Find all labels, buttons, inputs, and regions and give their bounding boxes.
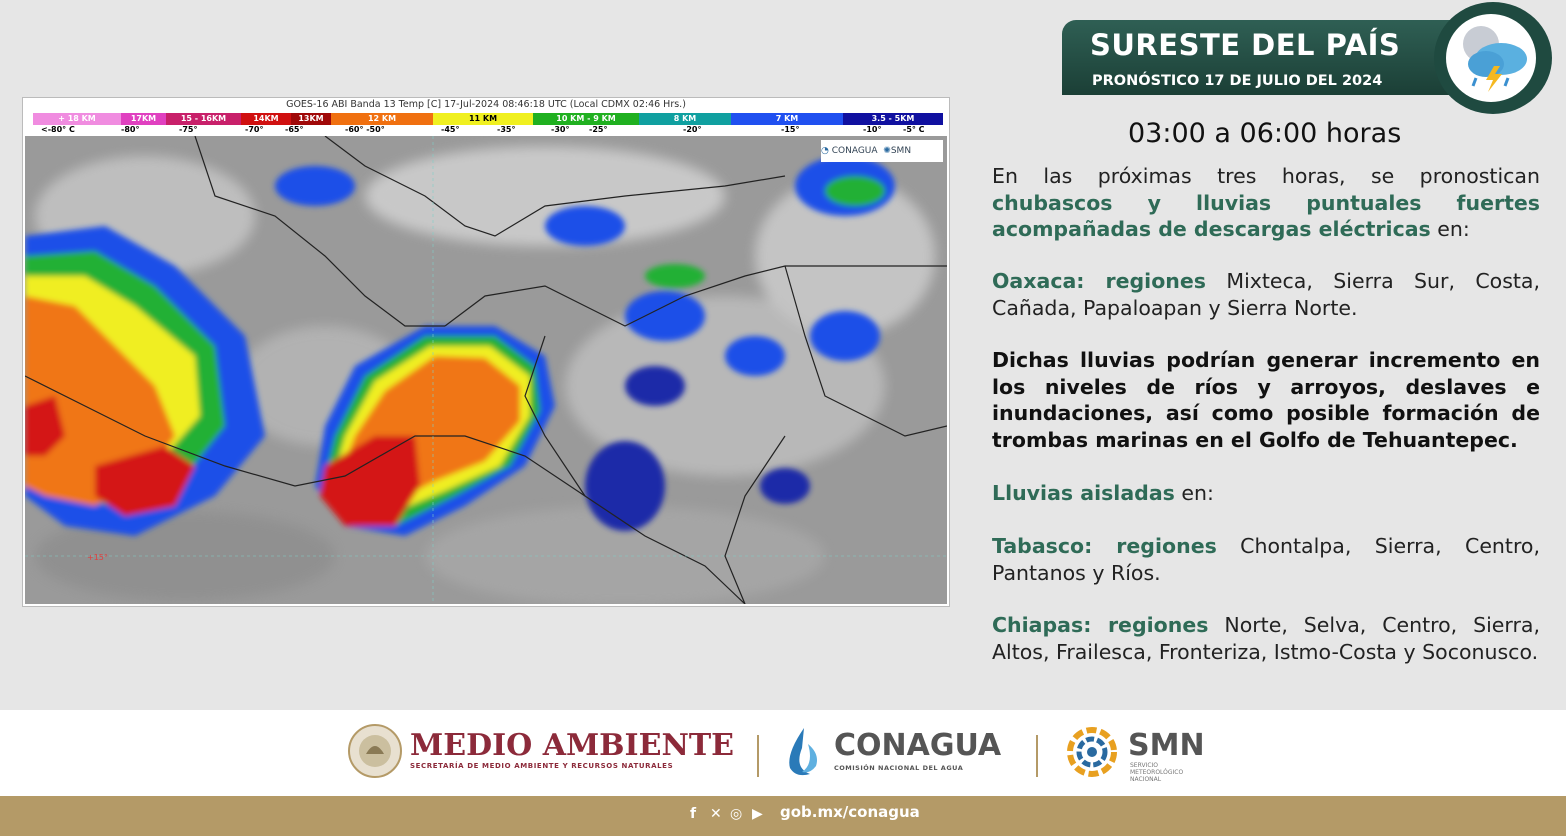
temperature-label: -65° [285,125,304,134]
map-logo-conagua: CONAGUA [831,146,878,156]
smn-spiral-icon [1060,724,1124,780]
scale-band: 3.5 - 5KM [843,113,943,125]
youtube-icon[interactable]: ▶ [752,806,763,822]
region-tabasco [992,533,1540,586]
scale-band: 14KM [241,113,291,125]
intro-lead: En las próximas tres horas, se pronostican [992,164,1540,188]
temperature-label: -60° -50° [345,125,385,134]
page-title: SURESTE DEL PAÍS [1090,28,1401,62]
logo-medio-ambiente: MEDIO AMBIENTE [410,728,735,763]
region-state: Chiapas: regiones [992,613,1209,637]
intro-paragraph [992,163,1540,243]
footer-link[interactable]: gob.mx/conagua [780,803,920,821]
temperature-label: -20° [683,125,702,134]
region-oaxaca [992,268,1540,321]
scale-band: 13KM [291,113,331,125]
temperature-label: -25° [589,125,608,134]
scale-band: + 18 KM [33,113,121,125]
region-list: Norte, Selva, Centro, Sierra, Altos, Frailesca, Fronteriza, Istmo-Costa y Soconusco. [992,613,1540,664]
logo-smn-sub: SERVICIO METEOROLÓGICO NACIONAL [1130,762,1184,783]
map-logo-smn: SMN [890,146,912,156]
logo-divider [1036,735,1038,777]
satellite-image [22,97,950,607]
region-list: Mixteca, Sierra Sur, Costa, Cañada, Papaloapan y Sierra Norte. [992,269,1540,320]
scale-band: 15 - 16KM [166,113,241,125]
scale-band: 11 KM [433,113,533,125]
conagua-drop-icon [780,724,828,780]
isolated-heading [992,480,1540,507]
scale-band: 17KM [121,113,166,125]
temperature-label: -70° [245,125,264,134]
coat-of-arms-icon [346,724,404,778]
logo-divider [757,735,759,777]
temperature-label: <-80° C [41,125,75,134]
isolated-label: Lluvias aisladas [992,481,1175,505]
map-watermark: ◔ CONAGUA ✺SMN [821,140,943,162]
logo-conagua-sub: COMISIÓN NACIONAL DEL AGUA [834,764,964,772]
latitude-label: +15° [87,553,108,562]
intro-highlight: chubascos y lluvias puntuales fuertes acompañadas de descargas eléctricas [992,190,1540,241]
intro-tail: en: [1430,217,1470,241]
temperature-label: -35° [497,125,516,134]
logo-conagua: CONAGUA [834,728,1002,763]
region-state: Oaxaca: regiones [992,269,1206,293]
temperature-label: -5° C [903,125,925,134]
isolated-tail: en: [1174,481,1214,505]
scale-band: 10 KM - 9 KM [533,113,639,125]
temperature-label: -75° [179,125,198,134]
scale-band: 12 KM [331,113,433,125]
logo-medio-ambiente-sub: SECRETARÍA DE MEDIO AMBIENTE Y RECURSOS NATURALES [410,762,674,770]
temperature-label: -10° [863,125,882,134]
scale-band: 8 KM [639,113,731,125]
temperature-label: -15° [781,125,800,134]
temperature-label: -30° [551,125,570,134]
region-state: Tabasco: regiones [992,534,1217,558]
storm-cloud-icon [1446,14,1536,102]
scale-band: 7 KM [731,113,843,125]
weather-badge [1434,2,1552,114]
satellite-map [25,136,947,604]
satellite-title: GOES-16 ABI Banda 13 Temp [C] 17-Jul-2024 08:46:18 UTC (Local CDMX 02:46 Hrs.) [286,99,686,110]
temperature-label: -80° [121,125,140,134]
warning-paragraph: Dichas lluvias podrían generar incremento en los niveles de ríos y arroyos, deslaves e inundaciones, así como posible formación de trombas marinas en el Golfo de Tehuantepec. [992,348,1540,452]
region-list: Chontalpa, Sierra, Centro, Pantanos y Ríos. [992,534,1540,585]
logo-smn: SMN [1128,728,1205,763]
time-range: 03:00 a 06:00 horas [1128,118,1402,149]
instagram-icon[interactable]: ◎ [730,806,743,822]
facebook-icon[interactable]: f [690,806,697,822]
page-subtitle: PRONÓSTICO 17 DE JULIO DEL 2024 [1092,73,1383,89]
region-chiapas [992,612,1540,665]
x-icon[interactable]: ✕ [710,806,722,822]
temperature-label: -45° [441,125,460,134]
